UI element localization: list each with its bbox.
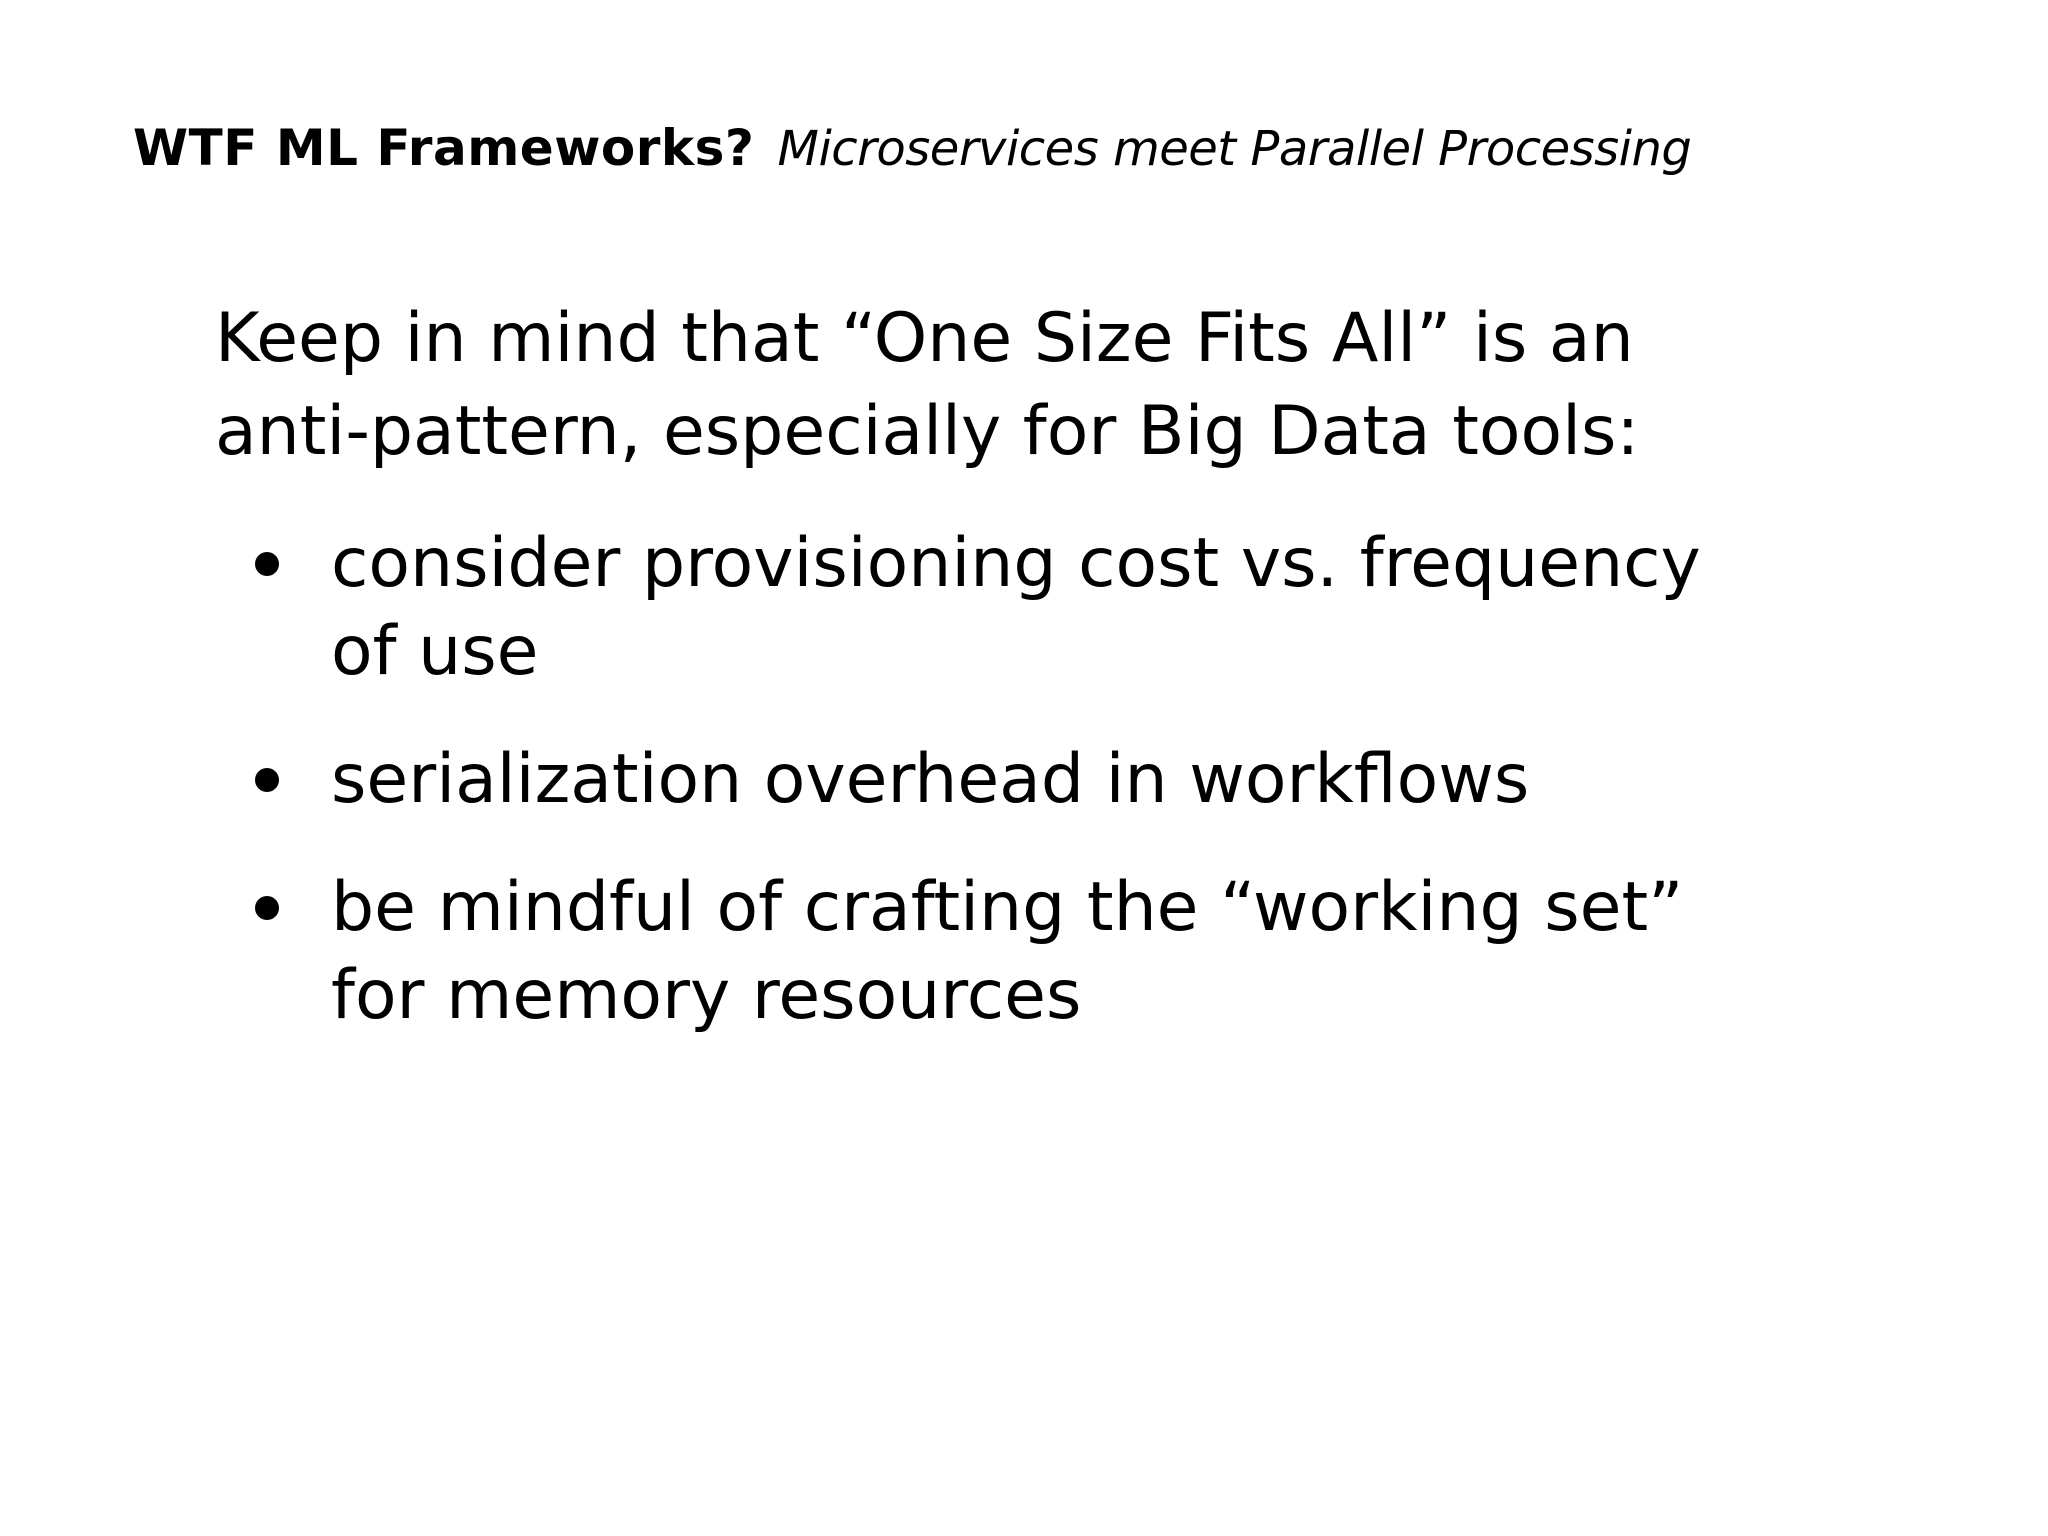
bullet-icon (255, 768, 279, 792)
intro-line: anti-pattern, especially for Big Data tools: (215, 392, 1640, 471)
bullet-item (215, 864, 1684, 1040)
slide-title: WTF ML Frameworks? (133, 119, 755, 177)
bullet-line: serialization overhead in workflows (331, 740, 1530, 819)
bullet-line: of use (331, 612, 539, 691)
bullet-icon (255, 896, 279, 920)
bullet-line: for memory resources (331, 956, 1082, 1035)
bullet-line: be mindful of crafting the “working set” (331, 868, 1684, 947)
bullet-item (215, 520, 1701, 696)
intro-line: Keep in mind that “One Size Fits All” is an (215, 299, 1634, 378)
intro-paragraph (215, 292, 1665, 478)
slide-subtitle: Microservices meet Parallel Processing (777, 121, 1692, 177)
slide-header (133, 112, 1691, 196)
bullet-item (215, 736, 1665, 824)
slide-body (215, 292, 1701, 1080)
bullet-icon (255, 552, 279, 576)
bullet-line: consider provisioning cost vs. frequency (331, 524, 1701, 603)
bullet-list (215, 520, 1701, 1040)
